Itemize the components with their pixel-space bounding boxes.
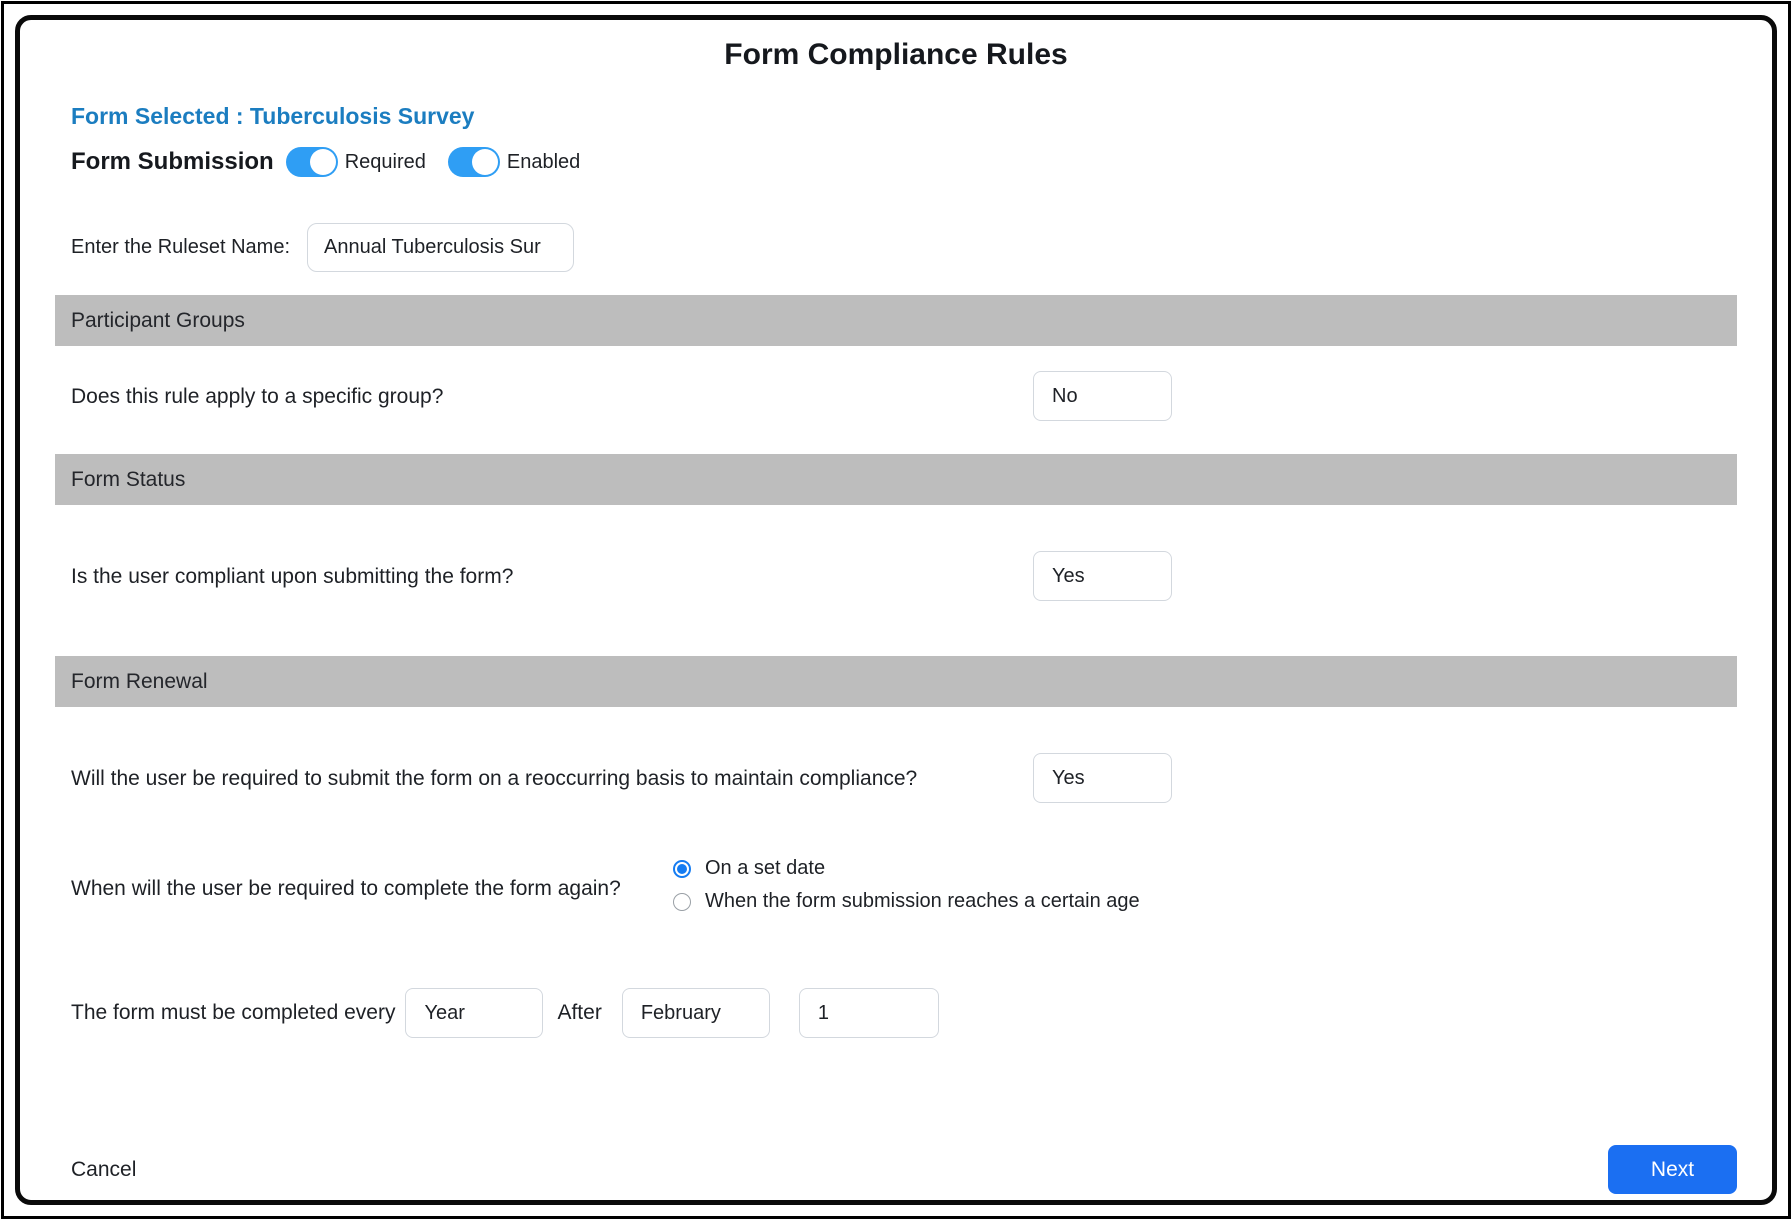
enabled-toggle-label: Enabled [506,150,581,173]
section-header-label: Participant Groups [71,308,245,332]
cancel-button[interactable]: Cancel [71,1157,137,1181]
frequency-row [55,988,1737,1038]
required-toggle[interactable] [286,147,338,177]
toggle-knob [310,149,336,175]
section-header-label: Form Renewal [71,669,208,693]
toggle-knob [472,149,498,175]
window-frame [1,1,1791,1219]
specific-group-select-value: No [1052,384,1078,407]
enabled-toggle[interactable] [448,147,500,177]
compliant-select[interactable] [1033,551,1172,601]
form-selected-label: Form Selected : Tuberculosis Survey [71,103,475,129]
frequency-label: The form must be completed every [71,1001,396,1024]
certain-age-radio-label: When the form submission reaches a certain age [705,890,1140,912]
specific-group-select[interactable] [1033,371,1172,421]
set-date-radio-label: On a set date [705,857,826,879]
specific-group-question: Does this rule apply to a specific group? [71,384,444,408]
recurring-question-row [55,752,1737,805]
renewal-when-question: When will the user be required to complete the form again? [71,877,621,900]
form-submission-row [55,147,1737,177]
compliant-question: Is the user compliant upon submitting the form? [71,564,514,588]
section-header-label: Form Status [71,467,186,491]
renewal-when-row [55,855,1737,923]
interval-select[interactable] [405,988,543,1038]
section-header-participant-groups [55,295,1737,346]
section-header-form-renewal [55,656,1737,707]
set-date-radio-input[interactable] [673,860,691,878]
certain-age-radio-input[interactable] [673,893,691,911]
month-select-value: February [640,1001,721,1024]
day-select-value: 1 [817,1001,829,1024]
compliant-select-value: Yes [1052,564,1085,587]
radio-option-set-date[interactable] [673,857,1140,880]
renewal-when-radio-group [673,857,1140,913]
ruleset-name-label: Enter the Ruleset Name: [71,236,290,258]
day-select[interactable] [799,988,939,1038]
form-compliance-card [15,15,1777,1205]
recurring-question: Will the user be required to submit the form on a reoccurring basis to maintain compliance? [71,766,918,790]
ruleset-row [55,223,1737,272]
ruleset-name-input[interactable] [307,223,574,272]
section-header-form-status [55,454,1737,505]
recurring-select[interactable] [1033,753,1172,803]
interval-select-value: Year [424,1001,465,1024]
footer-row [55,1145,1737,1194]
after-label: After [557,1001,602,1024]
form-submission-label: Form Submission [71,148,274,175]
page-title: Form Compliance Rules [724,38,1068,71]
required-toggle-label: Required [344,150,426,173]
recurring-select-value: Yes [1052,766,1085,789]
month-select[interactable] [622,988,770,1038]
specific-group-question-row [55,370,1737,423]
next-button[interactable]: Next [1608,1145,1737,1194]
compliant-question-row [55,550,1737,603]
radio-option-certain-age[interactable] [673,890,1140,913]
